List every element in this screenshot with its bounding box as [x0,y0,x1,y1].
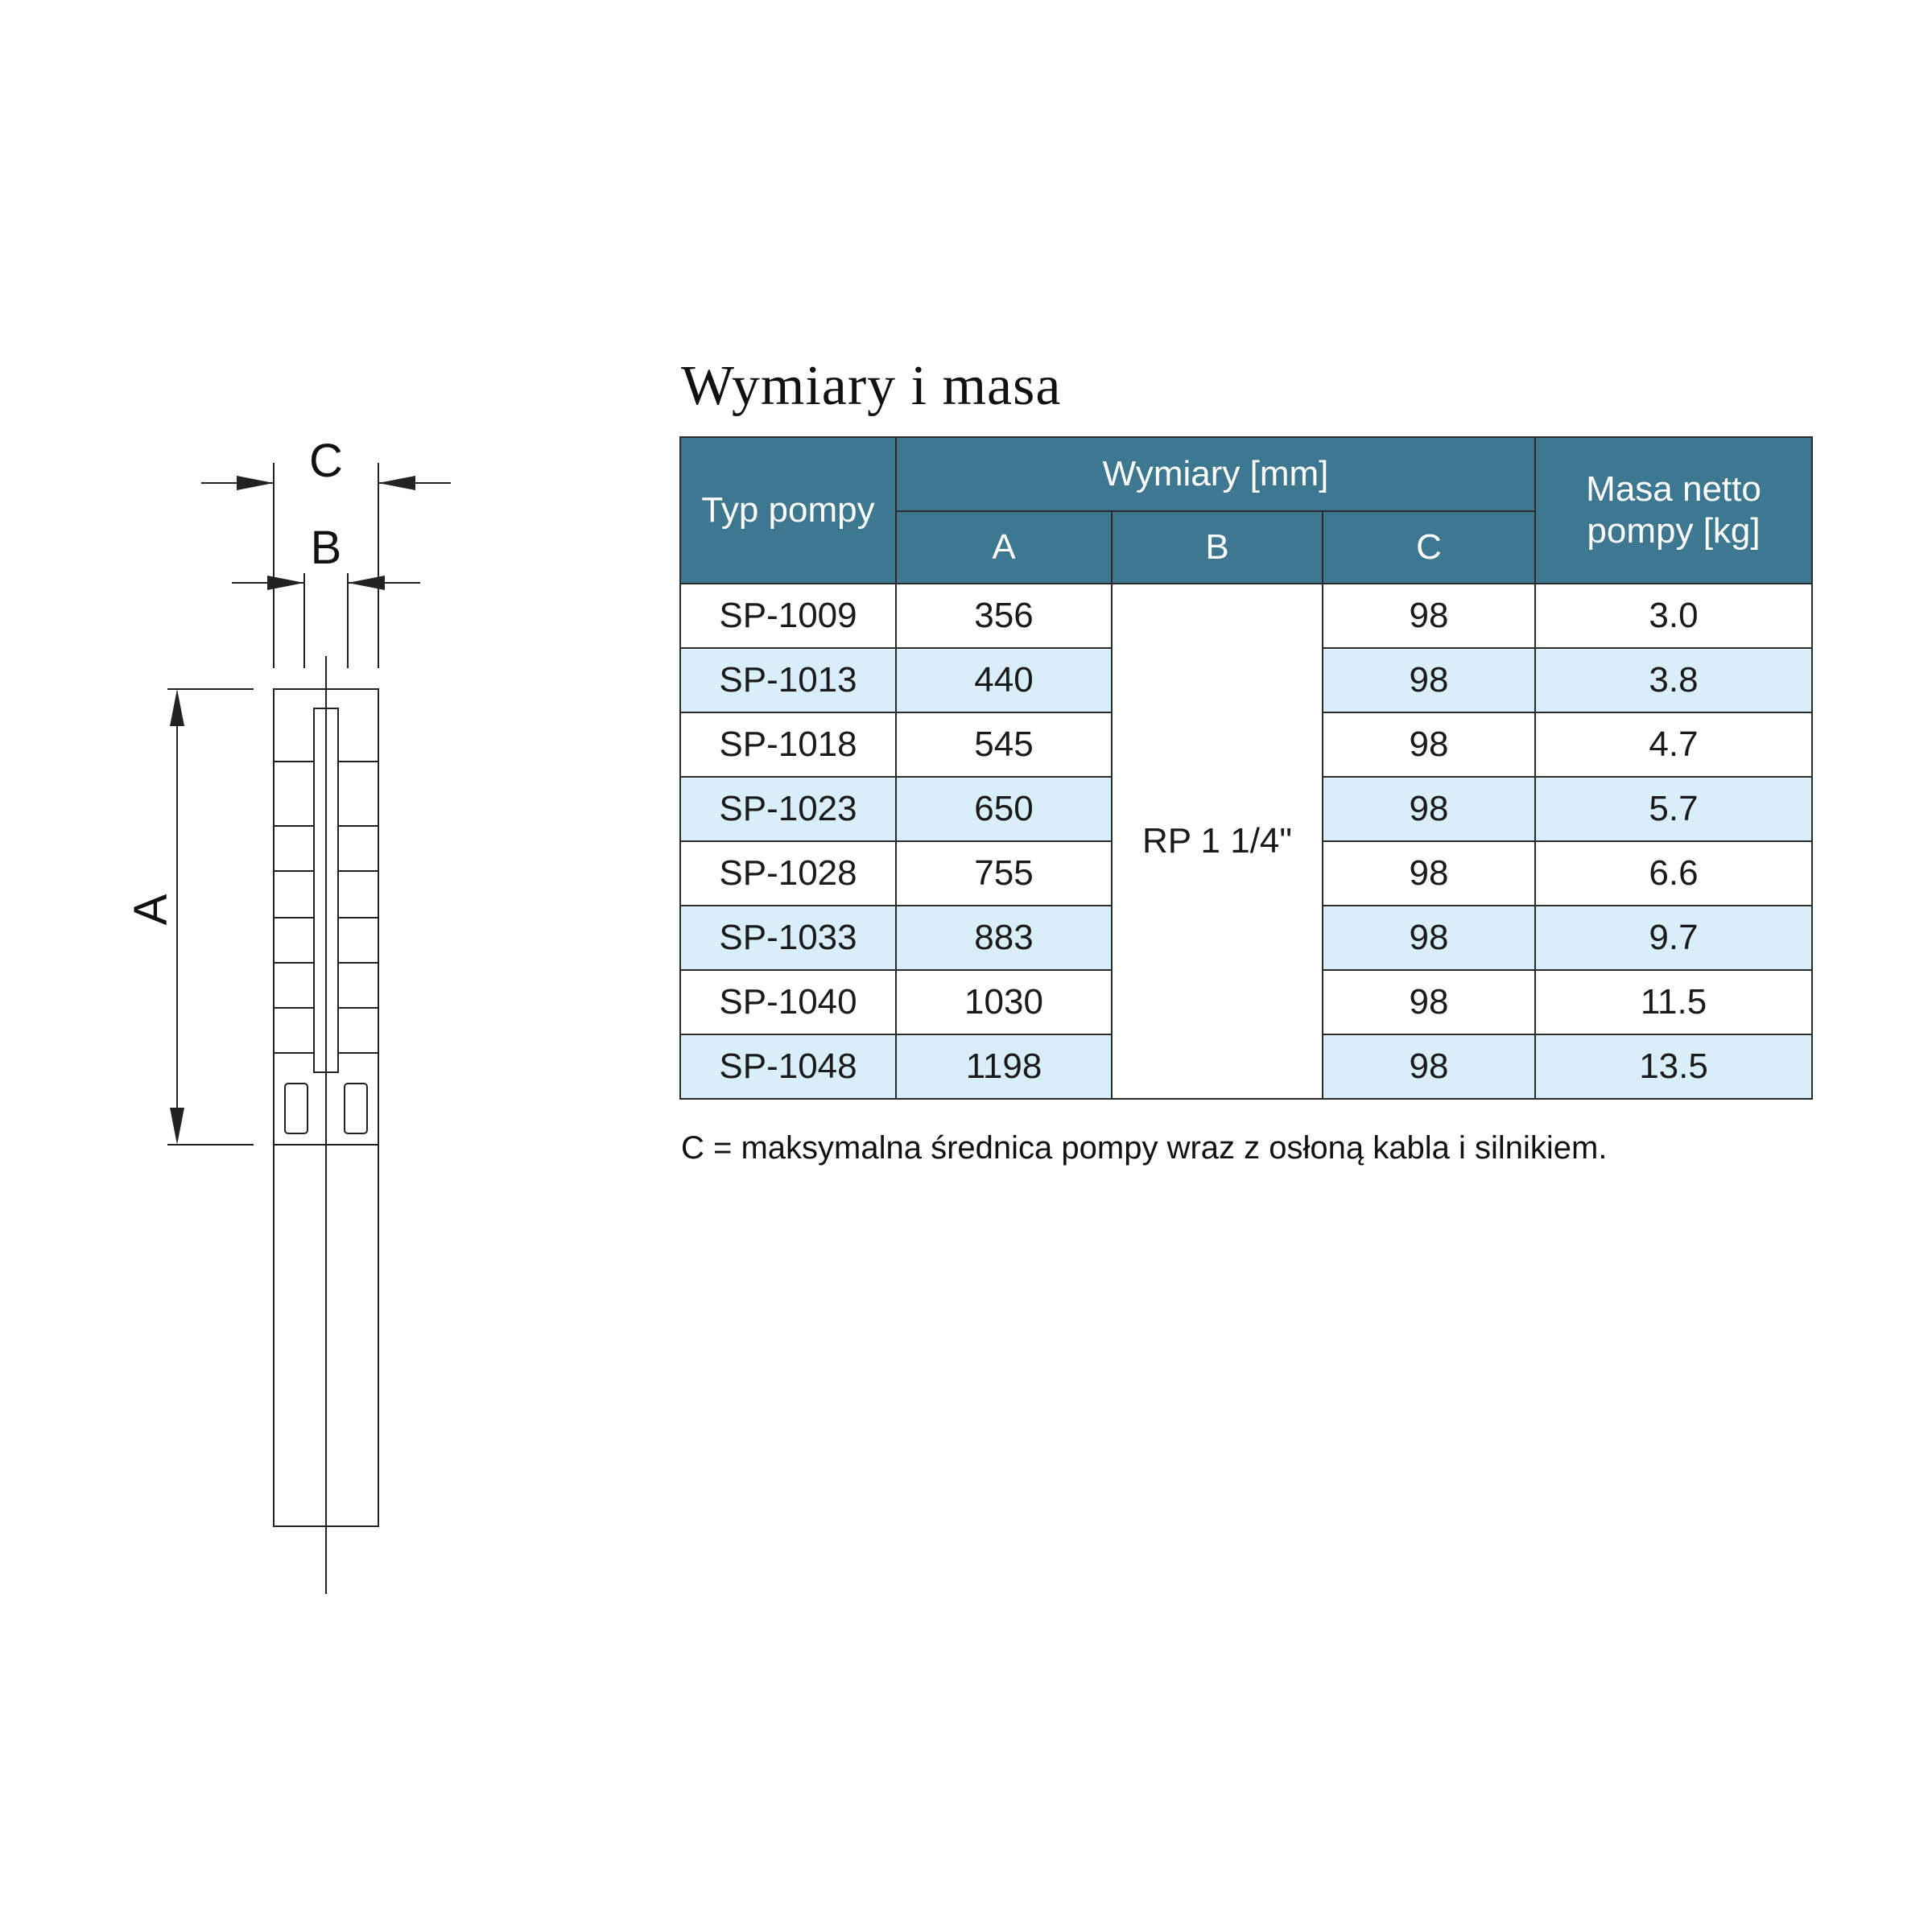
table-row [680,584,1812,648]
cell-dim-a: 356 [896,584,1112,648]
cell-pump-type: SP-1013 [680,648,896,712]
cell-mass: 4.7 [1535,712,1812,777]
cell-mass: 3.0 [1535,584,1812,648]
cell-pump-type: SP-1048 [680,1034,896,1099]
dimension-label-b: B [310,522,342,574]
dimensions-table [679,436,1813,1100]
cell-pump-type: SP-1009 [680,584,896,648]
cell-mass: 13.5 [1535,1034,1812,1099]
table-header-row [680,437,1812,511]
cell-dim-b-merged: RP 1 1/4" [1112,584,1323,1099]
cell-pump-type: SP-1018 [680,712,896,777]
header-dim-a: A [896,511,1112,584]
cell-dim-a: 440 [896,648,1112,712]
header-dimensions: Wymiary [mm] [896,437,1535,511]
cell-dim-c: 98 [1323,712,1535,777]
cell-dim-c: 98 [1323,906,1535,970]
dimension-label-c: C [309,435,343,487]
header-net-mass: Masa netto pompy [kg] [1535,437,1812,584]
dimension-label-a: A [125,894,177,926]
page-title: Wymiary i masa [681,355,1062,417]
cell-mass: 6.6 [1535,841,1812,906]
header-pump-type: Typ pompy [680,437,896,584]
cell-dim-a: 883 [896,906,1112,970]
cell-mass: 3.8 [1535,648,1812,712]
cell-pump-type: SP-1040 [680,970,896,1034]
cell-pump-type: SP-1033 [680,906,896,970]
cell-dim-c: 98 [1323,648,1535,712]
cell-dim-c: 98 [1323,1034,1535,1099]
cell-pump-type: SP-1028 [680,841,896,906]
cell-dim-c: 98 [1323,841,1535,906]
cell-mass: 9.7 [1535,906,1812,970]
cell-dim-a: 755 [896,841,1112,906]
footnote: C = maksymalna średnica pompy wraz z osłoną kabla i silnikiem. [681,1130,1608,1166]
cell-dim-c: 98 [1323,584,1535,648]
cell-dim-c: 98 [1323,777,1535,841]
cell-mass: 5.7 [1535,777,1812,841]
header-dim-c: C [1323,511,1535,584]
cell-dim-c: 98 [1323,970,1535,1034]
header-dim-b: B [1112,511,1323,584]
cell-pump-type: SP-1023 [680,777,896,841]
cell-dim-a: 1198 [896,1034,1112,1099]
cell-dim-a: 650 [896,777,1112,841]
cell-dim-a: 1030 [896,970,1112,1034]
cell-dim-a: 545 [896,712,1112,777]
cell-mass: 11.5 [1535,970,1812,1034]
